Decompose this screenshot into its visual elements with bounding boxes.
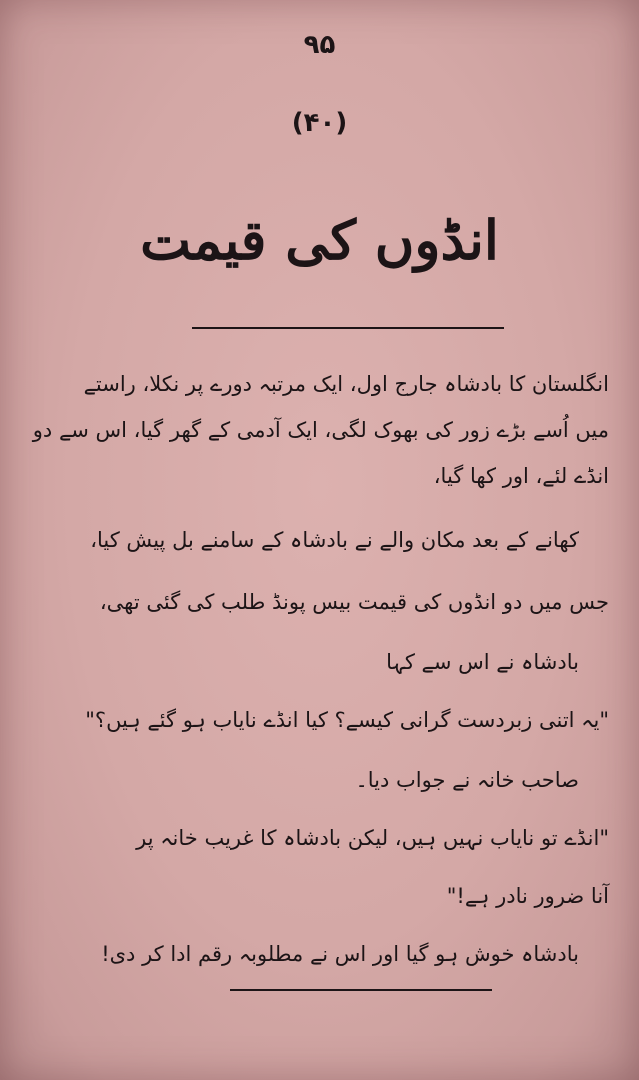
end-divider bbox=[230, 989, 492, 991]
page-number: ۹۵ bbox=[303, 30, 336, 60]
title-divider bbox=[192, 327, 504, 329]
story-number: (۴۰) bbox=[291, 108, 348, 138]
story-title: انڈوں کی قیمت bbox=[140, 208, 499, 272]
book-page: ۹۵ (۴۰) انڈوں کی قیمت انگلستان کا بادشاہ جارج اول، ایک مرتبہ دورے پر نکلا، راستے میں اُسے بڑے زور کی بھوک لگی، ایک آدمی کے گھر گیا، اس سے دو انڈے لئے، اور کھا گیا، کھانے کے بعد مکان والے نے بادشاہ کے سامنے بل پیش کیا، جس میں دو انڈوں کی قیمت بیس پونڈ طلب کی گئی تھی، بادشاہ نے اس سے کہا "یہ اتنی زبردست گرانی کیسے؟ کیا انڈے نایاب ہو گئے ہیں؟" صاحب خانہ نے جواب دیا۔ "انڈے تو نایاب نہیں ہیں، لیکن بادشاہ کا غریب خانہ پر آنا ضرور نادر ہے!" بادشاہ خوش ہو گیا اور اس نے مطلوبہ رقم ادا کر دی! bbox=[0, 0, 639, 1080]
